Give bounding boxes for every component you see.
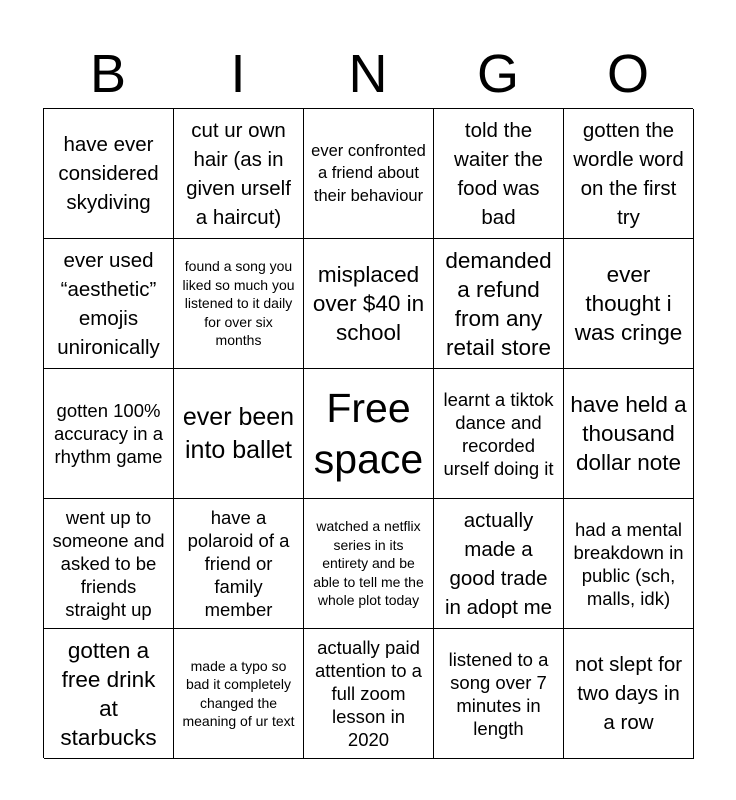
header-letter-g: G xyxy=(476,44,519,104)
cell-text: gotten a free drink at starbucks xyxy=(60,637,157,750)
free-space-cell[interactable] xyxy=(304,369,434,499)
bingo-cell[interactable] xyxy=(564,629,694,759)
cell-text: watched a netflix series in its entirety and be able to tell me the whole plot today xyxy=(313,518,424,609)
cell-text: ever thought i was cringe xyxy=(574,262,683,345)
cell-text: made a typo so bad it completely changed the meaning of ur text xyxy=(182,657,295,729)
bingo-cell[interactable] xyxy=(174,239,304,369)
bingo-cell[interactable] xyxy=(434,629,564,759)
cell-text: demanded a refund from any retail store xyxy=(445,247,552,360)
cell-text: ever been into ballet xyxy=(182,402,295,464)
bingo-cell[interactable] xyxy=(434,369,564,499)
bingo-header xyxy=(43,40,693,108)
bingo-cell[interactable] xyxy=(174,629,304,759)
header-letter-n: N xyxy=(348,44,388,104)
bingo-cell[interactable] xyxy=(564,499,694,629)
bingo-cell[interactable] xyxy=(174,369,304,499)
bingo-cell[interactable] xyxy=(304,629,434,759)
cell-text: have held a thousand dollar note xyxy=(570,392,687,475)
bingo-cell[interactable] xyxy=(564,369,694,499)
cell-text: went up to someone and asked to be friends straight up xyxy=(52,507,165,620)
cell-text: gotten 100% accuracy in a rhythm game xyxy=(54,400,163,467)
bingo-cell[interactable] xyxy=(44,369,174,499)
bingo-cell[interactable] xyxy=(44,629,174,759)
cell-text: cut ur own hair (as in given urself a haircut) xyxy=(186,118,291,229)
bingo-cell[interactable] xyxy=(564,109,694,239)
cell-text: have ever considered skydiving xyxy=(58,133,159,214)
cell-text: learnt a tiktok dance and recorded urself doing it xyxy=(443,388,554,479)
bingo-cell[interactable] xyxy=(434,499,564,629)
cell-text: not slept for two days in a row xyxy=(574,653,683,734)
bingo-cell[interactable] xyxy=(304,499,434,629)
cell-text: misplaced over $40 in school xyxy=(312,262,425,345)
bingo-cell[interactable] xyxy=(174,499,304,629)
cell-text: told the waiter the food was bad xyxy=(454,118,543,229)
header-letter-o: O xyxy=(606,44,649,104)
cell-text: found a song you liked so much you listened to it daily for over six months xyxy=(182,258,295,349)
bingo-cell[interactable] xyxy=(434,109,564,239)
bingo-board xyxy=(43,108,693,758)
cell-text: had a mental breakdown in public (sch, malls, idk) xyxy=(573,518,684,609)
bingo-cell[interactable] xyxy=(564,239,694,369)
bingo-cell[interactable] xyxy=(174,109,304,239)
cell-text: actually made a good trade in adopt me xyxy=(444,508,553,619)
cell-text: gotten the wordle word on the first try xyxy=(573,118,684,229)
cell-text: listened to a song over 7 minutes in length xyxy=(448,648,549,739)
bingo-cell[interactable] xyxy=(44,239,174,369)
bingo-cell[interactable] xyxy=(304,109,434,239)
bingo-cell[interactable] xyxy=(44,499,174,629)
bingo-cell[interactable] xyxy=(304,239,434,369)
cell-text: have a polaroid of a friend or family member xyxy=(187,507,290,620)
bingo-cell[interactable] xyxy=(44,109,174,239)
header-letter-i: I xyxy=(230,44,246,104)
cell-text: ever used “aesthetic” emojis unironically xyxy=(57,248,160,359)
cell-text: ever confronted a friend about their behaviour xyxy=(311,141,426,205)
free-space-text: Free space xyxy=(313,384,424,482)
cell-text: actually paid attention to a full zoom lesson in 2020 xyxy=(315,637,422,750)
header-letter-b: B xyxy=(89,44,127,104)
bingo-cell[interactable] xyxy=(434,239,564,369)
